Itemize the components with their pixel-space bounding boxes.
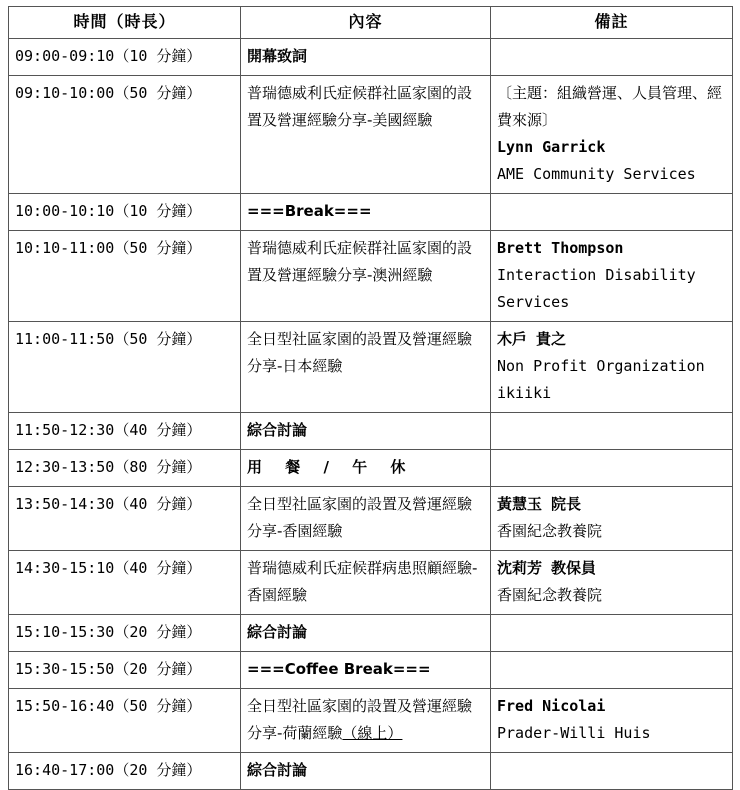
- cell-remark: [491, 322, 733, 413]
- cell-remark: [491, 652, 733, 689]
- table-row: [9, 652, 733, 689]
- cell-remark: [491, 487, 733, 551]
- cell-content: [241, 322, 491, 413]
- content-text: ===Coffee Break===: [247, 660, 431, 678]
- cell-content: [241, 551, 491, 615]
- cell-remark: [491, 76, 733, 194]
- table-row: [9, 551, 733, 615]
- remark-organization: 香園紀念教養院: [497, 522, 603, 540]
- remark-speaker: Lynn Garrick: [497, 138, 606, 156]
- cell-content: [241, 652, 491, 689]
- cell-content: [241, 753, 491, 790]
- cell-remark: [491, 551, 733, 615]
- cell-time: 09:00-09:10（10 分鐘）: [9, 39, 241, 76]
- agenda-table: [8, 6, 733, 790]
- cell-time: 10:10-11:00（50 分鐘）: [9, 231, 241, 322]
- cell-time: 15:10-15:30（20 分鐘）: [9, 615, 241, 652]
- cell-remark: [491, 231, 733, 322]
- remark-speaker: 黃慧玉 院長: [497, 495, 582, 513]
- cell-content: [241, 231, 491, 322]
- cell-remark: [491, 689, 733, 753]
- remark-organization: AME Community Services: [497, 165, 696, 183]
- remark-speaker: Fred Nicolai: [497, 697, 606, 715]
- content-text: 全日型社區家園的設置及營運經驗分享-日本經驗: [247, 330, 473, 375]
- cell-content: [241, 487, 491, 551]
- cell-remark: [491, 615, 733, 652]
- cell-time: 15:30-15:50（20 分鐘）: [9, 652, 241, 689]
- cell-time: 10:00-10:10（10 分鐘）: [9, 194, 241, 231]
- cell-time: 15:50-16:40（50 分鐘）: [9, 689, 241, 753]
- remark-organization-line2: ikiiki: [497, 384, 552, 402]
- content-text: 綜合討論: [247, 761, 308, 779]
- cell-content: [241, 39, 491, 76]
- table-row: [9, 413, 733, 450]
- cell-content: [241, 689, 491, 753]
- column-header-time: 時間（時長）: [9, 7, 241, 39]
- table-row: [9, 39, 733, 76]
- cell-remark: [491, 39, 733, 76]
- cell-remark: [491, 753, 733, 790]
- table-row: [9, 753, 733, 790]
- column-header-content: 內容: [241, 7, 491, 39]
- content-text: 全日型社區家園的設置及營運經驗分享-荷蘭經驗: [247, 697, 473, 742]
- table-header: [9, 7, 733, 39]
- table-row: [9, 322, 733, 413]
- content-text: 普瑞德威利氏症候群社區家園的設置及營運經驗分享-澳洲經驗: [247, 239, 473, 284]
- cell-content: [241, 615, 491, 652]
- remark-organization: Interaction Disability: [497, 266, 696, 284]
- cell-time: 14:30-15:10（40 分鐘）: [9, 551, 241, 615]
- cell-content: [241, 194, 491, 231]
- table-row: [9, 231, 733, 322]
- remark-speaker: 沈莉芳 教保員: [497, 559, 597, 577]
- remark-organization-line2: Services: [497, 293, 570, 311]
- cell-time: 09:10-10:00（50 分鐘）: [9, 76, 241, 194]
- remark-speaker: 木戶 貴之: [497, 330, 567, 348]
- remark-organization: 香園紀念教養院: [497, 586, 603, 604]
- content-text: 普瑞德威利氏症候群病患照顧經驗-香園經驗: [247, 559, 478, 604]
- content-text: 用 餐 / 午 休: [247, 458, 415, 476]
- remark-organization: Non Profit Organization: [497, 357, 705, 375]
- table-row: [9, 194, 733, 231]
- table-row: [9, 689, 733, 753]
- content-text: ===Break===: [247, 202, 372, 220]
- cell-time: 13:50-14:30（40 分鐘）: [9, 487, 241, 551]
- table-row: [9, 615, 733, 652]
- column-header-remark: 備註: [491, 7, 733, 39]
- content-text: 綜合討論: [247, 421, 308, 439]
- cell-content: [241, 413, 491, 450]
- remark-speaker: Brett Thompson: [497, 239, 624, 257]
- table-row: [9, 76, 733, 194]
- content-text: 普瑞德威利氏症候群社區家園的設置及營運經驗分享-美國經驗: [247, 84, 473, 129]
- cell-time: 12:30-13:50（80 分鐘）: [9, 450, 241, 487]
- content-text: 開幕致詞: [247, 47, 308, 65]
- table-row: [9, 450, 733, 487]
- cell-remark: [491, 413, 733, 450]
- content-text: 綜合討論: [247, 623, 308, 641]
- cell-content: [241, 450, 491, 487]
- remark-topic-note: 〔主題：組織營運、人員管理、經費來源〕: [497, 84, 723, 129]
- cell-time: 16:40-17:00（20 分鐘）: [9, 753, 241, 790]
- remark-organization: Prader-Willi Huis: [497, 724, 651, 742]
- content-text: 全日型社區家園的設置及營運經驗分享-香園經驗: [247, 495, 473, 540]
- table-row: [9, 487, 733, 551]
- cell-remark: [491, 194, 733, 231]
- table-header-row: [9, 7, 733, 39]
- cell-remark: [491, 450, 733, 487]
- cell-time: 11:00-11:50（50 分鐘）: [9, 322, 241, 413]
- table-body: [9, 39, 733, 790]
- cell-time: 11:50-12:30（40 分鐘）: [9, 413, 241, 450]
- content-suffix: （線上）: [342, 724, 403, 742]
- cell-content: [241, 76, 491, 194]
